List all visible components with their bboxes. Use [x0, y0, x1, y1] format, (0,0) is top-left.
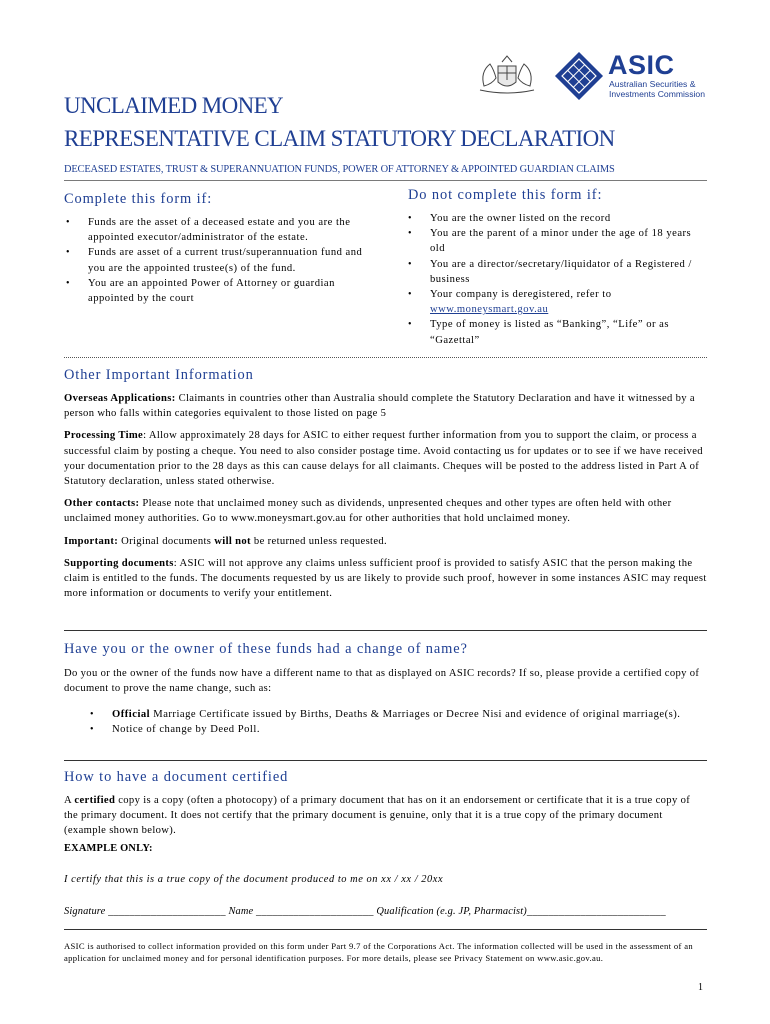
overseas-paragraph [64, 391, 707, 421]
important-emphasis: will not [214, 535, 251, 547]
moneysmart-link[interactable]: www.moneysmart.gov.au [430, 304, 549, 316]
supporting-text: : ASIC will not approve any claims unless sufficient proof is provided to satisfy ASIC that the person making the claim is entitled to the funds. The documents requested by us are likely to provide such proof, however in some instances ASIC may request more information or documents to verify your entitlement. [64, 557, 707, 600]
not-complete-if-list [406, 211, 706, 348]
name-change-list [88, 707, 707, 737]
processing-label: Processing Time [64, 430, 144, 442]
list-item: • Funds are the asset of a deceased estate and you are the appointed executor/administrator of the estate. [64, 215, 364, 245]
list-item: • Notice of change by Deed Poll. [88, 722, 707, 737]
important-paragraph [64, 534, 707, 549]
certified-intro-text: copy is a copy (often a photocopy) of a primary document that has on it an endorsement or certificate that it is a true copy of the primary document. It does not certify that the primary document is genuine, only that it is a true copy of the primary document (example shown below). [64, 795, 691, 837]
contacts-text: Please note that unclaimed money such as dividends, unpresented cheques and other types are often held with other unclaimed money authorities. Go to www.moneysmart.gov.au for other authorities that hold unclaimed money. [64, 498, 672, 525]
certified-intro [64, 793, 707, 839]
official-label: Official [112, 709, 151, 720]
list-item: • You are the parent of a minor under the age of 18 years old [406, 226, 706, 256]
important-label: Important: [64, 535, 119, 547]
asic-subtext-line2: Investments Commission [609, 89, 705, 99]
not-complete-if-heading: Do not complete this form if: [408, 187, 603, 203]
asic-subtext-line1: Australian Securities & [609, 79, 696, 89]
page-number: 1 [698, 982, 703, 993]
form-subtitle: DECEASED ESTATES, TRUST & SUPERANNUATION FUNDS, POWER OF ATTORNEY & APPOINTED GUARDIAN CLAIMS [64, 164, 615, 175]
name-change-heading: Have you or the owner of these funds had a change of name? [64, 641, 468, 657]
asic-diamond-icon [552, 52, 606, 100]
name-change-intro: Do you or the owner of the funds now have a different name to that as displayed on ASIC records? If so, please provide a certified copy of document to prove the name change, such as: [64, 668, 700, 695]
list-item: • You are an appointed Power of Attorney or guardian appointed by the court [64, 276, 364, 306]
section-divider [64, 760, 707, 761]
list-item [88, 707, 707, 722]
processing-text: : Allow approximately 28 days for ASIC to either request further information from you to support the claim, or process a successful claim by posting a cheque. You need to also consider postage time. Avoid contacting us for updates or to see if we have received your documentation prior to the 28 days as this can cause delays for all claimants. Cheques will be posted to the address listed in Part A of Statutory declaration, unless stated otherwise. [64, 430, 703, 488]
form-title-line2: REPRESENTATIVE CLAIM STATUTORY DECLARATION [64, 126, 615, 151]
asic-wordmark: ASIC [608, 50, 675, 80]
important-text: Original documents [118, 535, 215, 547]
list-item-text: Your company is deregistered, refer to [430, 289, 612, 301]
certified-intro-start: A [64, 795, 75, 806]
complete-if-heading: Complete this form if: [64, 191, 213, 207]
certified-heading: How to have a document certified [64, 769, 289, 785]
other-info-body [64, 391, 707, 601]
list-item: • Funds are asset of a current trust/superannuation fund and you are the appointed trustee(s) of the fund. [64, 245, 364, 275]
processing-paragraph [64, 428, 707, 489]
footer-divider [64, 929, 707, 930]
coat-of-arms-logo [472, 52, 542, 94]
overseas-text: Claimants in countries other than Australia should complete the Statutory Declaration and have it witnessed by a person who falls within categories equivalent to those listed on page 5 [64, 393, 695, 420]
list-item: • Type of money is listed as “Banking”, “Life” or as “Gazettal” [406, 317, 706, 347]
list-item: • You are the owner listed on the record [406, 211, 706, 226]
important-text-end: be returned unless requested. [250, 535, 388, 547]
contacts-paragraph [64, 496, 707, 526]
supporting-paragraph [64, 556, 707, 602]
overseas-label: Overseas Applications: [64, 393, 176, 404]
contacts-label: Other contacts: [64, 498, 140, 510]
form-title: UNCLAIMED MONEY [64, 93, 284, 118]
subtitle-divider [64, 180, 707, 181]
list-item [406, 287, 706, 317]
complete-if-list [64, 215, 364, 306]
example-statement: I certify that this is a true copy of the document produced to me on xx / xx / 20xx [64, 874, 444, 885]
list-item: • You are a director/secretary/liquidator of a Registered / business [406, 257, 706, 287]
signature-line: Signature ______________________ Name ______________________ Qualification (e.g. JP, Pharmacist)__________________________ [64, 906, 666, 917]
privacy-statement: ASIC is authorised to collect information provided on this form under Part 9.7 of the Corporations Act. The information collected will be used in the assessment of an application for unclaimed money and for personal identification purposes. For more details, please see Privacy Statement on www.asic.gov.au. [64, 941, 694, 964]
section-divider [64, 630, 707, 631]
other-info-heading: Other Important Information [64, 367, 254, 383]
section-divider [64, 357, 707, 358]
asic-logo [552, 52, 712, 100]
certified-emphasis: certified [74, 795, 116, 806]
example-label: EXAMPLE ONLY: [64, 843, 153, 854]
supporting-label: Supporting documents [64, 557, 174, 569]
list-item-text: Marriage Certificate issued by Births, Deaths & Marriages or Decree Nisi and evidence of original marriage(s). [150, 709, 681, 720]
